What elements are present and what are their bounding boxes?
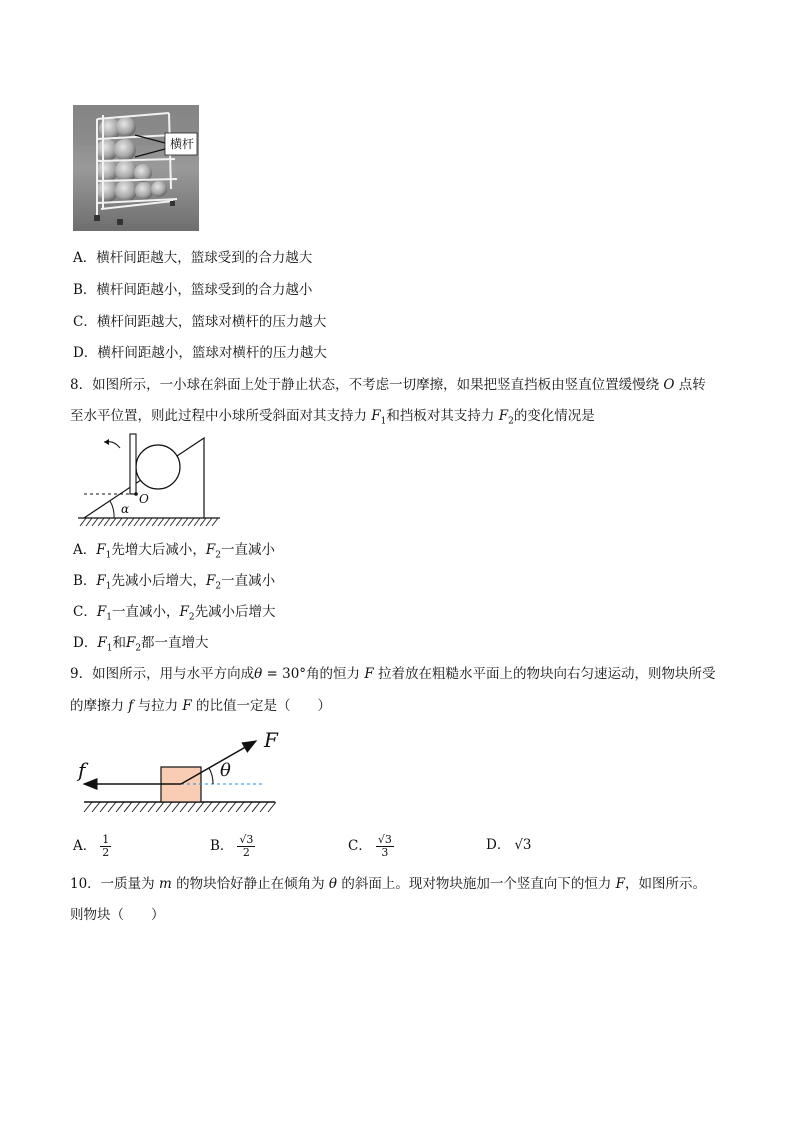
q8-option-d[interactable]: D．$F_1$和$F_2$都一直增大 [73,635,209,654]
crossbar-label: 横杆 [169,137,194,151]
q8-alpha-label: α [121,502,130,516]
q9-stem-line1: 9．如图所示，用与水平方向成θ = 30°角的恒力 F 拉着放在粗糙水平面上的物块向右匀速运动，则物块所受 [70,666,716,682]
q9-theta-label: θ [220,760,231,781]
q7-option-c[interactable]: C．横杆间距越大，篮球对横杆的压力越大 [73,314,327,330]
q8-point-o-label: O [139,492,149,506]
q8-stem-line1: 8．如图所示，一小球在斜面上处于静止状态，不考虑一切摩擦，如果把竖直挡板由竖直位置缓慢绕 O 点转 [70,377,706,393]
q9-force-f-label: F [264,728,278,752]
q7-option-b[interactable]: B．横杆间距越小，篮球受到的合力越小 [73,282,313,298]
q10-stem-line1: 10．一质量为 m 的物块恰好静止在倾角为 θ 的斜面上。现对物块施加一个竖直向下的恒力 F，如图所示。 [70,876,706,892]
basketball-rack-image [73,105,199,231]
q8-incline-figure [74,430,224,530]
q8-option-c[interactable]: C．$F_1$一直减小，$F_2$先减小后增大 [73,604,276,623]
q9-block-figure [70,726,285,821]
q9-option-c[interactable]: C． $\frac{√3}{3}$ [348,833,392,859]
q10-stem-line2: 则物块（ ） [70,907,165,923]
q8-option-a[interactable]: A．$F_1$先增大后减小，$F_2$一直减小 [73,542,275,561]
q7-option-d[interactable]: D．横杆间距越小，篮球对横杆的压力越大 [73,345,327,361]
q9-friction-f-label: f [78,758,86,782]
q8-stem-line2: 至水平位置，则此过程中小球所受斜面对其支持力 $F_1$和挡板对其支持力 $F_2$的变化情况是 [70,408,595,427]
q7-option-a[interactable]: A．横杆间距越大，篮球受到的合力越大 [73,250,313,266]
q9-option-a[interactable]: A． $\frac{1}{2}$ [73,833,110,859]
q9-option-d[interactable]: D． √3 [486,837,532,853]
basketball-rack-photo [73,105,199,231]
q9-stem-line2: 的摩擦力 f 与拉力 F 的比值一定是（ ） [70,698,332,714]
q8-option-b[interactable]: B．$F_1$先减小后增大，$F_2$一直减小 [73,573,276,592]
q9-option-b[interactable]: B． $\frac{√3}{2}$ [210,833,254,859]
